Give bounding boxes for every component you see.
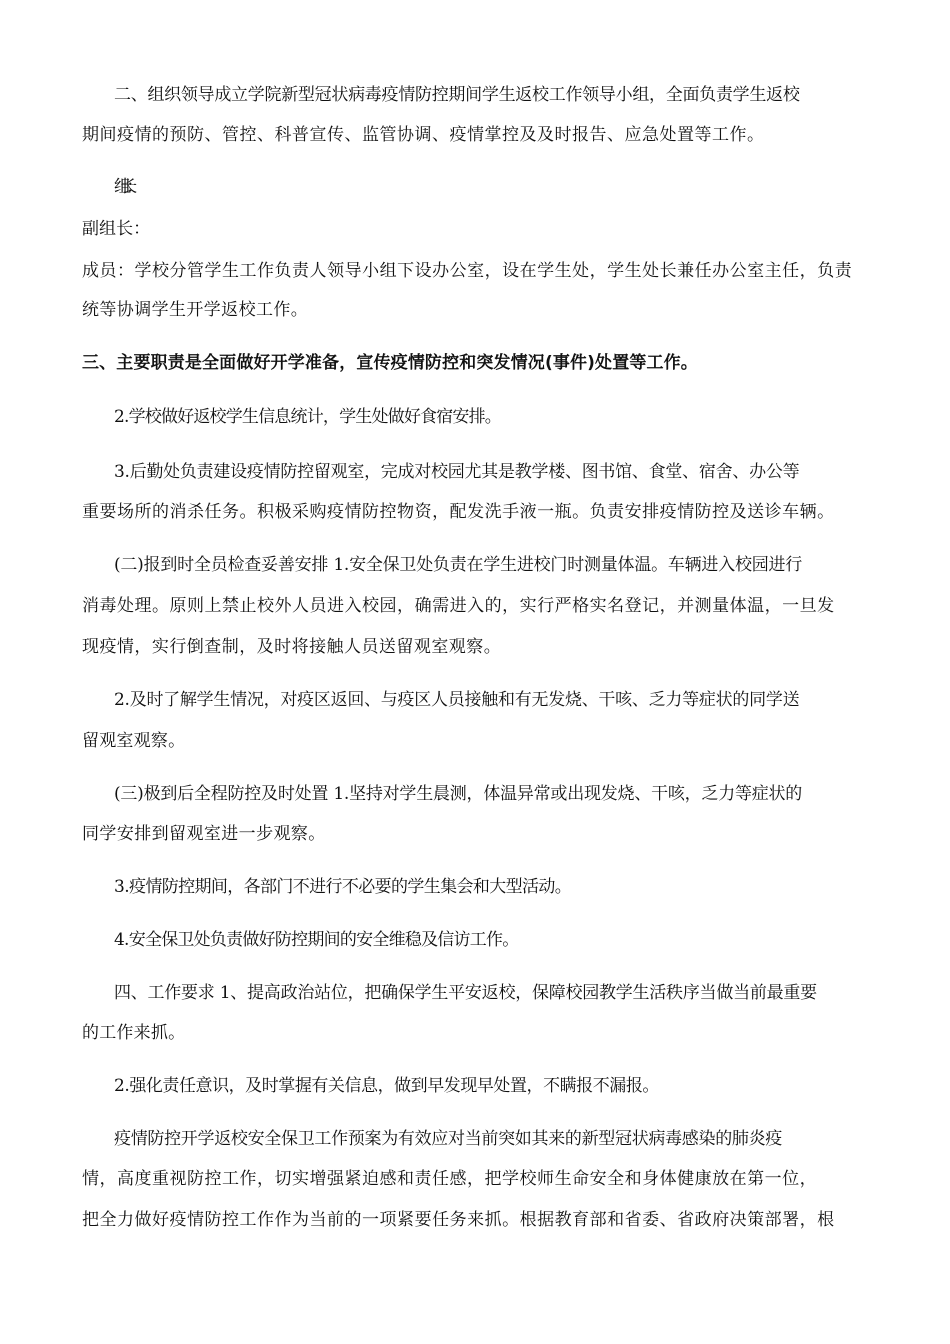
subsection-2-line-2: 消毒处理。原则上禁止校外人员进入校园，确需进入的，实行严格实名登记，并测量体温，一旦发 bbox=[82, 596, 835, 616]
section-2-heading-line-2: 期间疫情的预防、管控、科普宣传、监管协调、疫情掌控及及时报告、应急处置等工作。 bbox=[82, 125, 765, 145]
item-2-student-status-line-1: 2.及时了解学生情况，对疫区返回、与疫区人员接触和有无发烧、干咳、乏力等症状的同学送 bbox=[114, 690, 800, 710]
closing-paragraph-line-1: 疫情防控开学返校安全保卫工作预案为有效应对当前突如其来的新型冠状病毒感染的肺炎疫 bbox=[114, 1129, 782, 1149]
leader-label: 组长： bbox=[114, 177, 133, 197]
item-2-student-info: 2.学校做好返校学生信息统计，学生处做好食宿安排。 bbox=[114, 407, 501, 427]
item-4-security: 4.安全保卫处负责做好防控期间的安全维稳及信访工作。 bbox=[114, 930, 519, 950]
section-4-line-1: 四、工作要求 1、提高政治站位，把确保学生平安返校，保障校园教学生活秩序当做当前最重要 bbox=[114, 983, 817, 1003]
members-line-2: 统等协调学生开学返校工作。 bbox=[82, 300, 309, 320]
item-3-no-gatherings: 3.疫情防控期间，各部门不进行不必要的学生集会和大型活动。 bbox=[114, 877, 572, 897]
closing-paragraph-line-3: 把全力做好疫情防控工作作为当前的一项紧要任务来抓。根据教育部和省委、省政府决策部署，根 bbox=[82, 1210, 835, 1230]
deputy-leader-label: 副组长： bbox=[82, 219, 151, 239]
item-3-logistics-line-1: 3.后勤处负责建设疫情防控留观室，完成对校园尤其是教学楼、图书馆、食堂、宿舍、办公等 bbox=[114, 462, 800, 482]
item-2-student-status-line-2: 留观室观察。 bbox=[82, 731, 186, 751]
members-line-1: 成员：学校分管学生工作负责人领导小组下设办公室，设在学生处，学生处长兼任办公室主任，负责 bbox=[82, 261, 853, 281]
subsection-3-line-1: (三)极到后全程防控及时处置 1.坚持对学生晨测，体温异常或出现发烧、干咳，乏力等症状的 bbox=[114, 784, 803, 804]
item-2-responsibility: 2.强化责任意识，及时掌握有关信息，做到早发现早处置，不瞒报不漏报。 bbox=[114, 1076, 659, 1096]
subsection-2-line-3: 现疫情，实行倒查制，及时将接触人员送留观室观察。 bbox=[82, 637, 502, 657]
closing-paragraph-line-2: 情，高度重视防控工作，切实增强紧迫感和责任感，把学校师生命安全和身体健康放在第一位， bbox=[82, 1169, 818, 1189]
section-4-line-2: 的工作来抓。 bbox=[82, 1023, 186, 1043]
subsection-2-line-1: (二)报到时全员检查妥善安排 1.安全保卫处负责在学生进校门时测量体温。车辆进入校园进行 bbox=[114, 555, 803, 575]
section-3-heading: 三、主要职责是全面做好开学准备，宣传疫情防控和突发情况(事件)处置等工作。 bbox=[82, 353, 698, 373]
item-3-logistics-line-2: 重要场所的消杀任务。积极采购疫情防控物资，配发洗手液一瓶。负责安排疫情防控及送诊车辆。 bbox=[82, 502, 835, 522]
subsection-3-line-2: 同学安排到留观室进一步观察。 bbox=[82, 824, 326, 844]
section-2-heading-line-1: 二、组织领导成立学院新型冠状病毒疫情防控期间学生返校工作领导小组，全面负责学生返校 bbox=[114, 85, 800, 105]
